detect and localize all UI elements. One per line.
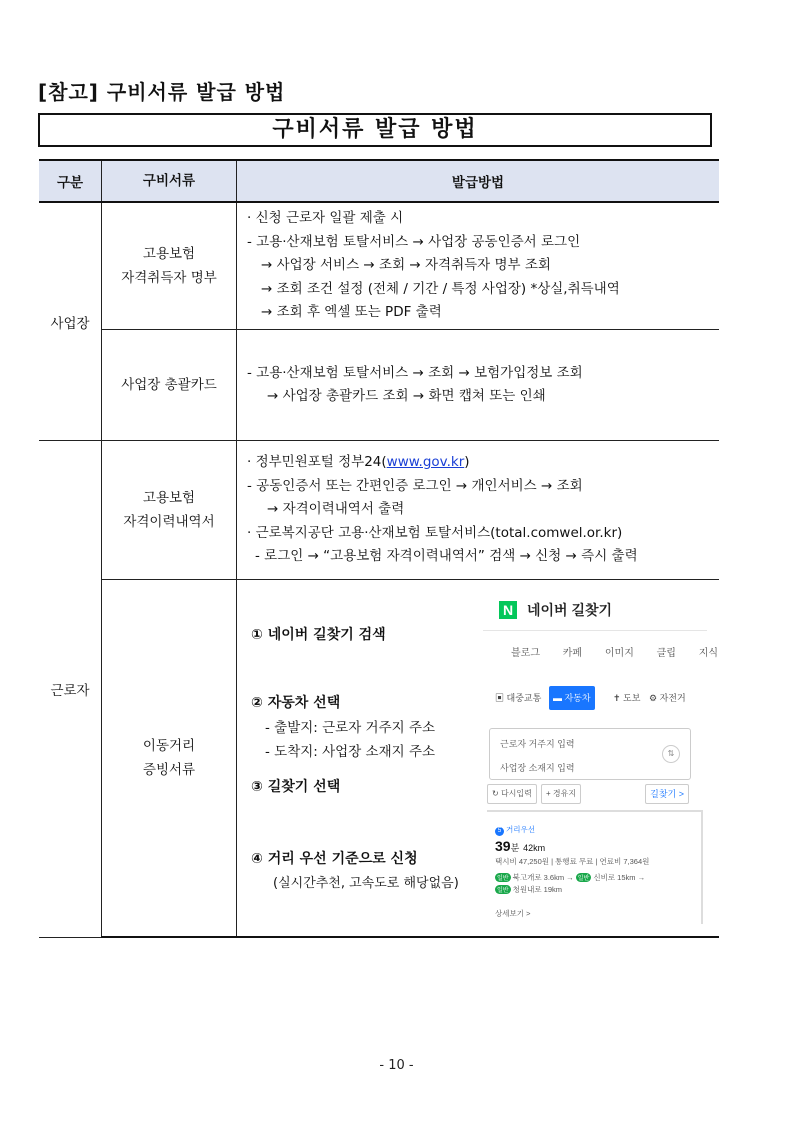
doc-name-line: 사업장 총괄카드	[121, 377, 217, 393]
doc-name-line: 고용보험	[142, 246, 196, 262]
details-link[interactable]: 상세보기 >	[495, 909, 531, 918]
doc-cell	[102, 580, 237, 938]
table-header-row	[39, 160, 719, 202]
transport-modes	[491, 686, 707, 712]
mode-bike[interactable]: ⚙ 자전거	[649, 693, 686, 703]
method-line: · 신청 근로자 일괄 제출 시	[247, 210, 404, 227]
method-line: · 근로복지공단 고용·산재보험 토탈서비스(total.comwel.or.kr)	[247, 524, 623, 541]
step-2: ② 자동차 선택	[251, 695, 341, 711]
step-2-origin: - 출발지: 근로자 거주지 주소	[265, 720, 436, 736]
result-road-1: 일반 북고개로 3.6km → 일반 신비로 15km →	[497, 873, 646, 882]
gov24-link[interactable]: www.gov.kr	[386, 454, 465, 471]
method-line: - 공동인증서 또는 간편인증 로그인 → 개인서비스 → 조회	[247, 477, 583, 494]
car-icon: ▬	[553, 693, 565, 703]
table-row	[39, 330, 719, 441]
destination-input[interactable]: 사업장 소재지 입력	[500, 763, 575, 773]
bus-icon: ▣	[495, 693, 507, 703]
tab-cafe[interactable]: 카페	[562, 648, 583, 659]
naver-title: 네이버 길찾기	[527, 602, 613, 618]
tab-clip[interactable]: 클립	[656, 648, 676, 659]
tab-blog[interactable]: 블로그	[511, 648, 540, 659]
tab-knowledge[interactable]: 지식	[698, 648, 719, 659]
method-cell	[237, 330, 720, 441]
doc-name-line: 이동거리	[142, 738, 196, 754]
doc-name-line: 증빙서류	[142, 762, 196, 778]
doc-cell	[102, 330, 237, 441]
method-line: → 사업장 총괄카드 조회 → 화면 캡쳐 또는 인쇄	[267, 388, 546, 404]
result-time: 39분 42km	[495, 838, 546, 854]
refresh-icon: ↻	[492, 789, 501, 798]
result-road-2: 일반 청원내로 19km	[497, 885, 562, 894]
find-route-button[interactable]: 길찾기 >	[645, 784, 689, 804]
method-cell	[237, 202, 720, 330]
method-line: → 자격이력내역서 출력	[267, 501, 405, 518]
header-method: 발급방법	[237, 160, 720, 202]
method-line: - 고용·산재보험 토탈서비스 → 조회 → 보험가입정보 조회	[247, 364, 583, 381]
route-input-box	[489, 728, 691, 780]
group-worker: 근로자	[39, 441, 102, 938]
table-row	[39, 441, 719, 580]
doc-name-line: 자격이력내역서	[123, 514, 215, 530]
method-cell	[237, 441, 720, 580]
section-title: [참고] 구비서류 발급 방법	[38, 80, 286, 104]
header-document: 구비서류	[102, 160, 237, 202]
method-line: - 고용·산재보험 토탈서비스 → 사업장 공동인증서 로그인	[247, 233, 581, 250]
doc-name-line: 고용보험	[142, 490, 196, 506]
method-line: → 조회 조건 설정 (전체 / 기간 / 특정 사업장) *상실,취득내역	[261, 280, 620, 297]
step-4-note: (실시간추천, 고속도로 해당없음)	[273, 876, 459, 891]
method-line: → 조회 후 엑셀 또는 PDF 출력	[261, 304, 442, 321]
route-buttons	[487, 784, 699, 804]
reset-button[interactable]: ↻ 다시입력	[487, 784, 537, 804]
method-line: → 사업장 서비스 → 조회 → 자격취득자 명부 조회	[261, 257, 551, 274]
swap-icon[interactable]: ⇅	[662, 745, 680, 763]
step-1: ① 네이버 길찾기 검색	[251, 627, 386, 643]
origin-input[interactable]: 근로자 거주지 입력	[500, 739, 575, 749]
result-fares: 택시비 47,250원 | 통행료 무료 | 연료비 7,364원	[495, 857, 650, 866]
tab-image[interactable]: 이미지	[604, 648, 634, 659]
naver-logo-icon: N	[499, 601, 517, 619]
naver-map-screenshot	[483, 588, 719, 924]
table-row	[39, 202, 719, 330]
group-workplace: 사업장	[39, 202, 102, 441]
step-3: ③ 길찾기 선택	[251, 779, 341, 795]
route-result-card[interactable]	[487, 810, 703, 924]
result-tag: 5 거리우선	[495, 824, 535, 836]
box-title: 구비서류 발급 방법	[38, 113, 712, 147]
divider	[483, 630, 707, 631]
table-row	[39, 580, 719, 938]
add-waypoint-button[interactable]: + 경유지	[541, 784, 581, 804]
method-line: - 로그인 → “고용보험 자격이력내역서” 검색 → 신청 → 즉시 출력	[255, 548, 638, 565]
documents-table	[39, 159, 719, 938]
search-tabs	[511, 644, 738, 659]
walk-icon: ✝	[613, 693, 624, 703]
method-line: · 정부민원포털 정부24(www.gov.kr)	[247, 454, 470, 471]
mode-transit[interactable]: ▣ 대중교통	[495, 693, 542, 703]
step-4: ④ 거리 우선 기준으로 신청	[251, 851, 418, 867]
doc-cell	[102, 202, 237, 330]
doc-cell	[102, 441, 237, 580]
doc-name-line: 자격취득자 명부	[121, 270, 217, 286]
steps-list	[251, 580, 481, 936]
step-2-destination: - 도착지: 사업장 소재지 주소	[265, 744, 436, 760]
header-category: 구분	[39, 160, 102, 202]
naver-steps-cell	[237, 580, 720, 938]
bike-icon: ⚙	[649, 693, 660, 703]
page-number: - 10 -	[379, 1058, 414, 1073]
mode-walk[interactable]: ✝ 도보	[613, 693, 641, 703]
mode-car[interactable]: ▬ 자동차	[549, 686, 595, 710]
